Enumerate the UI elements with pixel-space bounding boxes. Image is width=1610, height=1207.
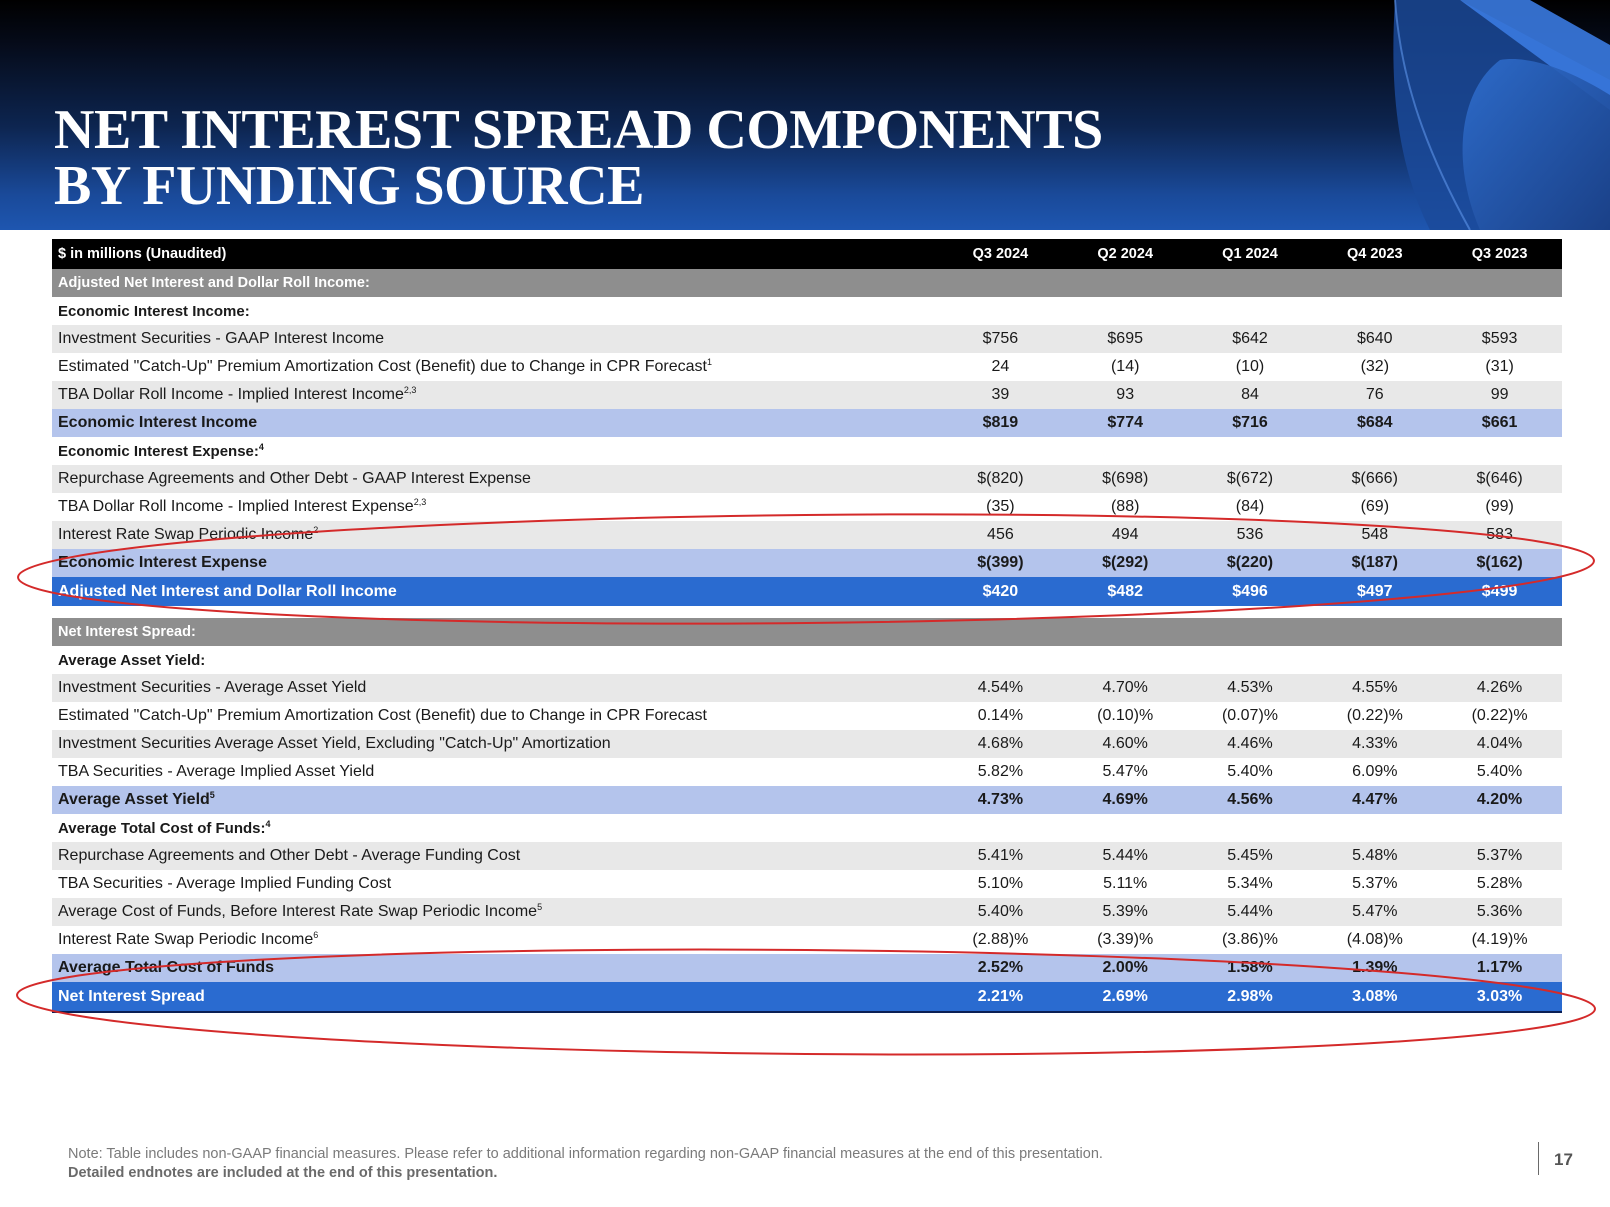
value-cell: 1.17%: [1437, 954, 1562, 982]
value-cell: $(666): [1312, 465, 1437, 493]
label-text: Economic Interest Income:: [58, 302, 250, 320]
page-number: 17: [1554, 1150, 1573, 1169]
row-label: [52, 577, 938, 606]
table-subheading: [52, 646, 1562, 674]
subheading-label: [52, 814, 1562, 842]
value-cell: (3.86)%: [1188, 926, 1313, 954]
slide-header: [0, 0, 1610, 230]
footnote-marker: 2: [313, 525, 319, 535]
footer-note: [68, 1145, 1103, 1183]
value-cell: 5.39%: [1063, 898, 1188, 926]
subtotal-row: [52, 549, 1562, 577]
value-cell: 5.44%: [1063, 842, 1188, 870]
label-text: Net Interest Spread:: [58, 624, 196, 640]
value-cell: 2.69%: [1063, 982, 1188, 1012]
row-label: [52, 409, 938, 437]
table-section-header: [52, 618, 1562, 646]
label-text: Investment Securities Average Asset Yield, Excluding "Catch-Up" Amortization: [58, 735, 611, 752]
value-cell: 5.10%: [938, 870, 1063, 898]
value-cell: $(220): [1188, 549, 1313, 577]
table-header-row: [52, 239, 1562, 269]
label-text: Economic Interest Expense:: [58, 442, 259, 460]
value-cell: 5.82%: [938, 758, 1063, 786]
column-header: Q2 2024: [1063, 239, 1188, 269]
footnote-marker: 2,3: [413, 497, 427, 507]
subheading-label: [52, 646, 1562, 674]
row-label: [52, 982, 938, 1012]
table-row: [52, 898, 1562, 926]
value-cell: $716: [1188, 409, 1313, 437]
header-label: $ in millions (Unaudited): [52, 239, 938, 269]
value-cell: (31): [1437, 353, 1562, 381]
value-cell: 5.28%: [1437, 870, 1562, 898]
footnote-marker: 6: [313, 930, 319, 940]
value-cell: 4.33%: [1312, 730, 1437, 758]
value-cell: 6.09%: [1312, 758, 1437, 786]
value-cell: 5.40%: [1188, 758, 1313, 786]
table-body: [52, 269, 1562, 1012]
value-cell: 4.04%: [1437, 730, 1562, 758]
footnote-marker: 2,3: [403, 385, 417, 395]
label-text: Average Asset Yield: [58, 791, 210, 808]
value-cell: $593: [1437, 325, 1562, 353]
value-cell: 76: [1312, 381, 1437, 409]
label-text: Net Interest Spread: [58, 987, 205, 1005]
value-cell: 4.53%: [1188, 674, 1313, 702]
row-label: [52, 549, 938, 577]
column-header: Q1 2024: [1188, 239, 1313, 269]
value-cell: (69): [1312, 493, 1437, 521]
table-row: [52, 493, 1562, 521]
value-cell: 583: [1437, 521, 1562, 549]
row-label: [52, 786, 938, 814]
value-cell: $(646): [1437, 465, 1562, 493]
subtotal-row: [52, 954, 1562, 982]
label-text: Interest Rate Swap Periodic Income: [58, 526, 314, 543]
footnote-marker: 5: [537, 902, 543, 912]
value-cell: 4.73%: [938, 786, 1063, 814]
label-text: Economic Interest Expense: [58, 554, 267, 571]
value-cell: 5.34%: [1188, 870, 1313, 898]
row-label: [52, 926, 938, 954]
table-row: [52, 926, 1562, 954]
label-text: TBA Securities - Average Implied Funding Cost: [58, 875, 392, 892]
table-row: [52, 521, 1562, 549]
value-cell: 536: [1188, 521, 1313, 549]
label-text: Repurchase Agreements and Other Debt - GAAP Interest Expense: [58, 470, 531, 487]
row-label: [52, 898, 938, 926]
value-cell: 5.36%: [1437, 898, 1562, 926]
column-header: Q4 2023: [1312, 239, 1437, 269]
value-cell: $640: [1312, 325, 1437, 353]
value-cell: 494: [1063, 521, 1188, 549]
table-subheading: [52, 437, 1562, 465]
total-row: [52, 982, 1562, 1012]
column-header: Q3 2024: [938, 239, 1063, 269]
row-label: [52, 758, 938, 786]
table-row: [52, 465, 1562, 493]
value-cell: $819: [938, 409, 1063, 437]
table-row: [52, 702, 1562, 730]
row-label: [52, 381, 938, 409]
value-cell: (32): [1312, 353, 1437, 381]
label-text: TBA Dollar Roll Income - Implied Interest Income: [58, 386, 404, 403]
row-label: [52, 325, 938, 353]
value-cell: (0.07)%: [1188, 702, 1313, 730]
value-cell: (10): [1188, 353, 1313, 381]
column-header: Q3 2023: [1437, 239, 1562, 269]
table-row: [52, 674, 1562, 702]
label-text: Economic Interest Income: [58, 414, 258, 431]
value-cell: 5.47%: [1063, 758, 1188, 786]
section-title: [52, 269, 1562, 297]
label-text: TBA Dollar Roll Income - Implied Interest Expense: [58, 498, 414, 515]
value-cell: $774: [1063, 409, 1188, 437]
value-cell: 99: [1437, 381, 1562, 409]
footnote-marker: 4: [265, 818, 271, 829]
value-cell: $499: [1437, 577, 1562, 606]
value-cell: 5.11%: [1063, 870, 1188, 898]
value-cell: 4.68%: [938, 730, 1063, 758]
value-cell: $661: [1437, 409, 1562, 437]
value-cell: 39: [938, 381, 1063, 409]
label-text: Interest Rate Swap Periodic Income: [58, 931, 314, 948]
value-cell: 0.14%: [938, 702, 1063, 730]
value-cell: 2.21%: [938, 982, 1063, 1012]
value-cell: 2.52%: [938, 954, 1063, 982]
label-text: Estimated "Catch-Up" Premium Amortization Cost (Benefit) due to Change in CPR Forecast: [58, 707, 707, 724]
value-cell: (0.22)%: [1437, 702, 1562, 730]
page-title-line1: NET INTEREST SPREAD COMPONENTS: [54, 99, 1103, 161]
value-cell: 3.03%: [1437, 982, 1562, 1012]
page-number-divider: [1538, 1142, 1539, 1175]
row-label: [52, 353, 938, 381]
value-cell: (3.39)%: [1063, 926, 1188, 954]
total-row: [52, 577, 1562, 606]
value-cell: 4.26%: [1437, 674, 1562, 702]
table-row: [52, 381, 1562, 409]
value-cell: $(698): [1063, 465, 1188, 493]
value-cell: $482: [1063, 577, 1188, 606]
value-cell: $(187): [1312, 549, 1437, 577]
value-cell: (88): [1063, 493, 1188, 521]
value-cell: (2.88)%: [938, 926, 1063, 954]
value-cell: 4.54%: [938, 674, 1063, 702]
value-cell: 4.20%: [1437, 786, 1562, 814]
value-cell: 5.41%: [938, 842, 1063, 870]
subtotal-row: [52, 409, 1562, 437]
value-cell: (0.22)%: [1312, 702, 1437, 730]
value-cell: (14): [1063, 353, 1188, 381]
value-cell: 4.69%: [1063, 786, 1188, 814]
footer-note-text: Note: Table includes non-GAAP financial measures. Please refer to additional information regarding non-GAAP financial measures at the end of this presentation.: [68, 1146, 1103, 1162]
value-cell: $(672): [1188, 465, 1313, 493]
row-label: [52, 730, 938, 758]
row-label: [52, 954, 938, 982]
value-cell: 548: [1312, 521, 1437, 549]
footnote-marker: 1: [706, 357, 712, 367]
spacer-cell: [52, 606, 1562, 618]
table-row: [52, 758, 1562, 786]
subtotal-row: [52, 786, 1562, 814]
value-cell: 4.55%: [1312, 674, 1437, 702]
table-section-header: [52, 269, 1562, 297]
table-row: [52, 353, 1562, 381]
value-cell: 93: [1063, 381, 1188, 409]
value-cell: 1.39%: [1312, 954, 1437, 982]
value-cell: (4.19)%: [1437, 926, 1562, 954]
row-label: [52, 521, 938, 549]
value-cell: $(162): [1437, 549, 1562, 577]
page-title-line2: BY FUNDING SOURCE: [54, 155, 644, 217]
label-text: Repurchase Agreements and Other Debt - Average Funding Cost: [58, 847, 521, 864]
label-text: Average Total Cost of Funds:: [58, 819, 266, 837]
value-cell: 2.98%: [1188, 982, 1313, 1012]
label-text: Average Cost of Funds, Before Interest Rate Swap Periodic Income: [58, 903, 538, 920]
value-cell: $684: [1312, 409, 1437, 437]
footer-note-bold: Detailed endnotes are included at the end of this presentation.: [68, 1165, 498, 1181]
value-cell: 5.37%: [1312, 870, 1437, 898]
row-label: [52, 842, 938, 870]
value-cell: 84: [1188, 381, 1313, 409]
label-text: Average Total Cost of Funds: [58, 959, 275, 976]
label-text: TBA Securities - Average Implied Asset Yield: [58, 763, 375, 780]
table-subheading: [52, 297, 1562, 325]
page-title: [54, 99, 1103, 217]
value-cell: 5.40%: [1437, 758, 1562, 786]
row-label: [52, 702, 938, 730]
row-label: [52, 465, 938, 493]
footnote-marker: 5: [209, 790, 215, 800]
value-cell: 1.58%: [1188, 954, 1313, 982]
value-cell: $497: [1312, 577, 1437, 606]
subheading-label: [52, 297, 1562, 325]
row-label: [52, 674, 938, 702]
table-row: [52, 730, 1562, 758]
value-cell: 4.47%: [1312, 786, 1437, 814]
value-cell: 4.56%: [1188, 786, 1313, 814]
table-row: [52, 842, 1562, 870]
label-text: Investment Securities - Average Asset Yield: [58, 679, 367, 696]
value-cell: 5.45%: [1188, 842, 1313, 870]
value-cell: 5.37%: [1437, 842, 1562, 870]
row-label: [52, 870, 938, 898]
label-text: Estimated "Catch-Up" Premium Amortization Cost (Benefit) due to Change in CPR Forecast: [58, 358, 707, 375]
value-cell: 456: [938, 521, 1063, 549]
value-cell: (99): [1437, 493, 1562, 521]
value-cell: 2.00%: [1063, 954, 1188, 982]
table-subheading: [52, 814, 1562, 842]
row-label: [52, 493, 938, 521]
value-cell: $756: [938, 325, 1063, 353]
value-cell: 4.70%: [1063, 674, 1188, 702]
subheading-label: [52, 437, 1562, 465]
value-cell: $(292): [1063, 549, 1188, 577]
value-cell: $(820): [938, 465, 1063, 493]
label-text: Adjusted Net Interest and Dollar Roll Income: [58, 582, 397, 600]
footnote-marker: 4: [258, 441, 264, 452]
value-cell: 4.60%: [1063, 730, 1188, 758]
value-cell: $496: [1188, 577, 1313, 606]
table-row: [52, 325, 1562, 353]
value-cell: 5.40%: [938, 898, 1063, 926]
value-cell: $642: [1188, 325, 1313, 353]
net-interest-spread-table: [52, 239, 1562, 1013]
value-cell: (4.08)%: [1312, 926, 1437, 954]
section-title: [52, 618, 1562, 646]
value-cell: 5.48%: [1312, 842, 1437, 870]
value-cell: 5.44%: [1188, 898, 1313, 926]
value-cell: 4.46%: [1188, 730, 1313, 758]
table-spacer-row: [52, 606, 1562, 618]
value-cell: 24: [938, 353, 1063, 381]
value-cell: (84): [1188, 493, 1313, 521]
label-text: Investment Securities - GAAP Interest Income: [58, 330, 385, 347]
value-cell: 3.08%: [1312, 982, 1437, 1012]
value-cell: (0.10)%: [1063, 702, 1188, 730]
value-cell: $(399): [938, 549, 1063, 577]
value-cell: 5.47%: [1312, 898, 1437, 926]
label-text: Average Asset Yield:: [58, 651, 206, 669]
value-cell: $420: [938, 577, 1063, 606]
value-cell: (35): [938, 493, 1063, 521]
value-cell: $695: [1063, 325, 1188, 353]
table-row: [52, 870, 1562, 898]
label-text: Adjusted Net Interest and Dollar Roll Income:: [58, 275, 370, 291]
